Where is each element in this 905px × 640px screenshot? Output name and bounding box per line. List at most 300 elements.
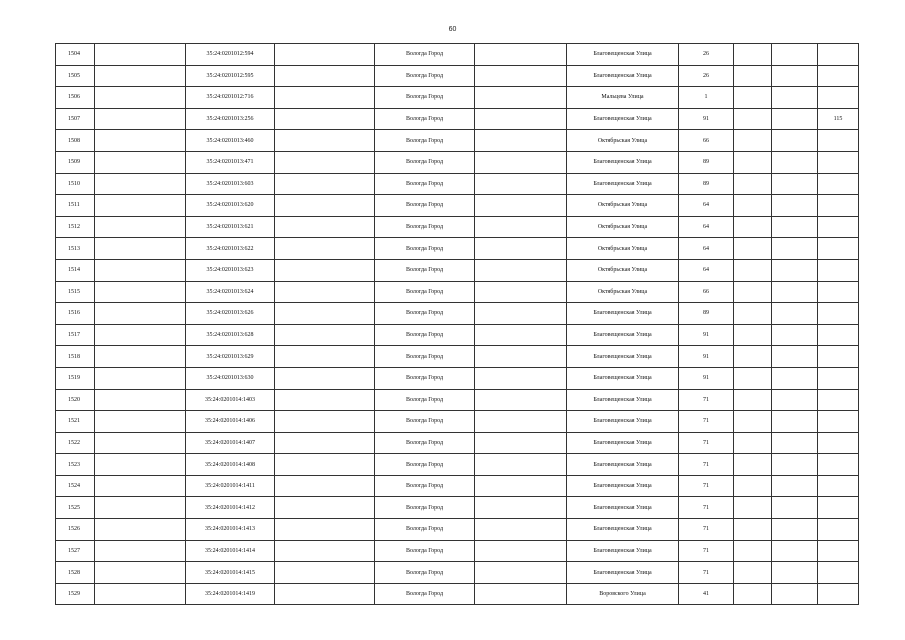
cell-house-number: 89 bbox=[679, 173, 734, 195]
cell-house-number: 71 bbox=[679, 411, 734, 433]
cell-extra-value bbox=[818, 87, 859, 109]
cell-house-number: 89 bbox=[679, 151, 734, 173]
table-row bbox=[56, 65, 859, 87]
cell-row-number: 1528 bbox=[56, 562, 95, 584]
cell-empty bbox=[95, 540, 186, 562]
cell-extra-value bbox=[818, 195, 859, 217]
cell-empty bbox=[772, 281, 818, 303]
table-row bbox=[56, 87, 859, 109]
cell-city: Вологда Город bbox=[375, 173, 475, 195]
cell-empty bbox=[95, 519, 186, 541]
cell-city: Вологда Город bbox=[375, 367, 475, 389]
table-row bbox=[56, 216, 859, 238]
table-row bbox=[56, 259, 859, 281]
table-row bbox=[56, 324, 859, 346]
cell-city: Вологда Город bbox=[375, 87, 475, 109]
cell-empty bbox=[475, 411, 567, 433]
page-number: 60 bbox=[448, 26, 457, 33]
cell-street: Октябрьская Улица bbox=[567, 238, 679, 260]
cell-street: Воровского Улица bbox=[567, 583, 679, 605]
cell-empty bbox=[95, 562, 186, 584]
cell-empty bbox=[475, 367, 567, 389]
cell-empty bbox=[734, 324, 772, 346]
cell-empty bbox=[275, 238, 375, 260]
cell-empty bbox=[275, 65, 375, 87]
cell-empty bbox=[772, 324, 818, 346]
cell-empty bbox=[95, 367, 186, 389]
cell-empty bbox=[475, 389, 567, 411]
table-row bbox=[56, 454, 859, 476]
cell-empty bbox=[772, 44, 818, 66]
cell-empty bbox=[95, 583, 186, 605]
table-row bbox=[56, 108, 859, 130]
cell-empty bbox=[275, 497, 375, 519]
cell-extra-value bbox=[818, 583, 859, 605]
cell-empty bbox=[95, 389, 186, 411]
cell-row-number: 1509 bbox=[56, 151, 95, 173]
cell-empty bbox=[95, 346, 186, 368]
cell-row-number: 1519 bbox=[56, 367, 95, 389]
cell-empty bbox=[275, 583, 375, 605]
cell-cadastral-number: 35:24:0201014:1419 bbox=[186, 583, 275, 605]
cell-extra-value bbox=[818, 259, 859, 281]
cell-empty bbox=[95, 411, 186, 433]
cell-city: Вологда Город bbox=[375, 130, 475, 152]
cell-empty bbox=[475, 432, 567, 454]
cell-city: Вологда Город bbox=[375, 195, 475, 217]
cell-street: Благовещенская Улица bbox=[567, 432, 679, 454]
table-row bbox=[56, 411, 859, 433]
cell-empty bbox=[475, 303, 567, 325]
cell-street: Октябрьская Улица bbox=[567, 130, 679, 152]
cell-empty bbox=[734, 562, 772, 584]
cell-empty bbox=[734, 151, 772, 173]
cell-cadastral-number: 35:24:0201014:1415 bbox=[186, 562, 275, 584]
cell-house-number: 41 bbox=[679, 583, 734, 605]
cell-extra-value bbox=[818, 432, 859, 454]
cell-cadastral-number: 35:24:0201014:1408 bbox=[186, 454, 275, 476]
cell-row-number: 1527 bbox=[56, 540, 95, 562]
cell-empty bbox=[772, 216, 818, 238]
cell-empty bbox=[475, 87, 567, 109]
cell-empty bbox=[275, 281, 375, 303]
cell-empty bbox=[475, 540, 567, 562]
cell-empty bbox=[772, 87, 818, 109]
cell-empty bbox=[475, 259, 567, 281]
cell-empty bbox=[95, 259, 186, 281]
cell-extra-value bbox=[818, 130, 859, 152]
cell-empty bbox=[734, 519, 772, 541]
cell-row-number: 1515 bbox=[56, 281, 95, 303]
cell-cadastral-number: 35:24:0201012:595 bbox=[186, 65, 275, 87]
cell-empty bbox=[275, 540, 375, 562]
cell-empty bbox=[734, 497, 772, 519]
cell-house-number: 64 bbox=[679, 259, 734, 281]
table-row bbox=[56, 519, 859, 541]
cell-street: Благовещенская Улица bbox=[567, 475, 679, 497]
table-row bbox=[56, 432, 859, 454]
cell-cadastral-number: 35:24:0201013:621 bbox=[186, 216, 275, 238]
cell-empty bbox=[734, 173, 772, 195]
cell-empty bbox=[734, 540, 772, 562]
cell-empty bbox=[772, 259, 818, 281]
cell-extra-value bbox=[818, 475, 859, 497]
cell-extra-value bbox=[818, 540, 859, 562]
cell-street: Благовещенская Улица bbox=[567, 497, 679, 519]
cell-house-number: 66 bbox=[679, 281, 734, 303]
cell-row-number: 1525 bbox=[56, 497, 95, 519]
cell-house-number: 91 bbox=[679, 346, 734, 368]
cell-street: Благовещенская Улица bbox=[567, 411, 679, 433]
cell-empty bbox=[475, 195, 567, 217]
cell-empty bbox=[275, 173, 375, 195]
cell-city: Вологда Город bbox=[375, 519, 475, 541]
cell-row-number: 1511 bbox=[56, 195, 95, 217]
cell-empty bbox=[734, 216, 772, 238]
cell-empty bbox=[475, 281, 567, 303]
cell-empty bbox=[95, 281, 186, 303]
cell-extra-value bbox=[818, 324, 859, 346]
cell-row-number: 1507 bbox=[56, 108, 95, 130]
cell-empty bbox=[95, 195, 186, 217]
cell-empty bbox=[275, 389, 375, 411]
cell-street: Мальцева Улица bbox=[567, 87, 679, 109]
cell-empty bbox=[275, 87, 375, 109]
cell-row-number: 1520 bbox=[56, 389, 95, 411]
cell-empty bbox=[95, 151, 186, 173]
cell-empty bbox=[475, 346, 567, 368]
cell-empty bbox=[734, 432, 772, 454]
cell-empty bbox=[772, 519, 818, 541]
cell-house-number: 91 bbox=[679, 108, 734, 130]
cell-city: Вологда Город bbox=[375, 454, 475, 476]
cell-house-number: 71 bbox=[679, 540, 734, 562]
cell-empty bbox=[772, 540, 818, 562]
cell-street: Благовещенская Улица bbox=[567, 367, 679, 389]
cell-empty bbox=[772, 130, 818, 152]
cell-city: Вологда Город bbox=[375, 411, 475, 433]
cell-street: Благовещенская Улица bbox=[567, 454, 679, 476]
cell-city: Вологда Город bbox=[375, 65, 475, 87]
cell-empty bbox=[772, 151, 818, 173]
cell-cadastral-number: 35:24:0201013:622 bbox=[186, 238, 275, 260]
cell-house-number: 66 bbox=[679, 130, 734, 152]
cell-empty bbox=[275, 562, 375, 584]
cell-empty bbox=[275, 44, 375, 66]
table-row bbox=[56, 540, 859, 562]
cell-street: Октябрьская Улица bbox=[567, 281, 679, 303]
cell-extra-value bbox=[818, 216, 859, 238]
cell-city: Вологда Город bbox=[375, 151, 475, 173]
cell-house-number: 64 bbox=[679, 238, 734, 260]
cell-extra-value bbox=[818, 497, 859, 519]
cell-empty bbox=[475, 497, 567, 519]
cell-cadastral-number: 35:24:0201014:1403 bbox=[186, 389, 275, 411]
cell-empty bbox=[95, 44, 186, 66]
cell-empty bbox=[734, 367, 772, 389]
table-row bbox=[56, 151, 859, 173]
table-row bbox=[56, 173, 859, 195]
cell-street: Благовещенская Улица bbox=[567, 44, 679, 66]
table-row bbox=[56, 389, 859, 411]
cell-extra-value bbox=[818, 44, 859, 66]
cell-empty bbox=[275, 454, 375, 476]
cell-street: Благовещенская Улица bbox=[567, 540, 679, 562]
cell-empty bbox=[95, 475, 186, 497]
cell-house-number: 91 bbox=[679, 324, 734, 346]
cell-empty bbox=[772, 303, 818, 325]
cell-city: Вологда Город bbox=[375, 562, 475, 584]
cell-empty bbox=[275, 432, 375, 454]
cell-empty bbox=[734, 303, 772, 325]
cell-cadastral-number: 35:24:0201013:630 bbox=[186, 367, 275, 389]
cell-empty bbox=[275, 324, 375, 346]
cell-cadastral-number: 35:24:0201014:1407 bbox=[186, 432, 275, 454]
cell-cadastral-number: 35:24:0201013:623 bbox=[186, 259, 275, 281]
cell-empty bbox=[772, 475, 818, 497]
cell-empty bbox=[772, 346, 818, 368]
cell-city: Вологда Город bbox=[375, 44, 475, 66]
cell-row-number: 1506 bbox=[56, 87, 95, 109]
cell-empty bbox=[275, 108, 375, 130]
cell-extra-value bbox=[818, 367, 859, 389]
cell-empty bbox=[95, 130, 186, 152]
cell-empty bbox=[475, 44, 567, 66]
cell-city: Вологда Город bbox=[375, 324, 475, 346]
cell-city: Вологда Город bbox=[375, 303, 475, 325]
cell-street: Благовещенская Улица bbox=[567, 108, 679, 130]
cell-empty bbox=[734, 259, 772, 281]
cell-house-number: 71 bbox=[679, 454, 734, 476]
cell-city: Вологда Город bbox=[375, 540, 475, 562]
cell-empty bbox=[734, 87, 772, 109]
cell-empty bbox=[475, 562, 567, 584]
cell-empty bbox=[734, 108, 772, 130]
cell-empty bbox=[772, 411, 818, 433]
cell-cadastral-number: 35:24:0201013:256 bbox=[186, 108, 275, 130]
cell-house-number: 71 bbox=[679, 475, 734, 497]
cell-cadastral-number: 35:24:0201014:1414 bbox=[186, 540, 275, 562]
table-row bbox=[56, 281, 859, 303]
cell-empty bbox=[275, 475, 375, 497]
cell-extra-value bbox=[818, 562, 859, 584]
cell-empty bbox=[475, 130, 567, 152]
cell-street: Благовещенская Улица bbox=[567, 389, 679, 411]
cell-empty bbox=[475, 65, 567, 87]
cell-extra-value: 115 bbox=[818, 108, 859, 130]
cell-cadastral-number: 35:24:0201013:471 bbox=[186, 151, 275, 173]
cell-cadastral-number: 35:24:0201013:603 bbox=[186, 173, 275, 195]
cell-empty bbox=[772, 562, 818, 584]
cell-empty bbox=[734, 411, 772, 433]
cell-city: Вологда Город bbox=[375, 281, 475, 303]
cell-empty bbox=[475, 454, 567, 476]
cell-city: Вологда Город bbox=[375, 216, 475, 238]
cell-house-number: 1 bbox=[679, 87, 734, 109]
cell-empty bbox=[95, 238, 186, 260]
cell-empty bbox=[95, 324, 186, 346]
cell-empty bbox=[275, 519, 375, 541]
cell-empty bbox=[772, 65, 818, 87]
cell-empty bbox=[95, 108, 186, 130]
cell-empty bbox=[772, 195, 818, 217]
cell-empty bbox=[95, 87, 186, 109]
cell-street: Октябрьская Улица bbox=[567, 216, 679, 238]
cell-extra-value bbox=[818, 454, 859, 476]
cell-extra-value bbox=[818, 389, 859, 411]
cell-street: Благовещенская Улица bbox=[567, 65, 679, 87]
cell-street: Октябрьская Улица bbox=[567, 195, 679, 217]
cell-empty bbox=[734, 195, 772, 217]
cell-empty bbox=[95, 65, 186, 87]
table-row bbox=[56, 562, 859, 584]
table-row bbox=[56, 130, 859, 152]
cell-city: Вологда Город bbox=[375, 583, 475, 605]
cell-cadastral-number: 35:24:0201014:1413 bbox=[186, 519, 275, 541]
cell-city: Вологда Город bbox=[375, 259, 475, 281]
cell-empty bbox=[95, 303, 186, 325]
cell-street: Благовещенская Улица bbox=[567, 324, 679, 346]
cell-house-number: 71 bbox=[679, 562, 734, 584]
table-row bbox=[56, 475, 859, 497]
cell-empty bbox=[475, 475, 567, 497]
cell-empty bbox=[95, 454, 186, 476]
cell-empty bbox=[275, 346, 375, 368]
cell-house-number: 26 bbox=[679, 65, 734, 87]
cell-row-number: 1512 bbox=[56, 216, 95, 238]
cell-empty bbox=[275, 411, 375, 433]
cell-row-number: 1505 bbox=[56, 65, 95, 87]
cell-empty bbox=[275, 367, 375, 389]
cell-house-number: 26 bbox=[679, 44, 734, 66]
cell-empty bbox=[475, 151, 567, 173]
cell-row-number: 1518 bbox=[56, 346, 95, 368]
cell-cadastral-number: 35:24:0201014:1412 bbox=[186, 497, 275, 519]
cell-city: Вологда Город bbox=[375, 475, 475, 497]
cell-house-number: 89 bbox=[679, 303, 734, 325]
table-row bbox=[56, 346, 859, 368]
cell-empty bbox=[734, 238, 772, 260]
cell-empty bbox=[734, 44, 772, 66]
cell-empty bbox=[275, 259, 375, 281]
cell-row-number: 1513 bbox=[56, 238, 95, 260]
cell-empty bbox=[475, 216, 567, 238]
cell-city: Вологда Город bbox=[375, 432, 475, 454]
cell-empty bbox=[475, 583, 567, 605]
cell-street: Благовещенская Улица bbox=[567, 303, 679, 325]
cell-street: Благовещенская Улица bbox=[567, 562, 679, 584]
cell-extra-value bbox=[818, 281, 859, 303]
cell-empty bbox=[772, 454, 818, 476]
cell-empty bbox=[734, 475, 772, 497]
cell-row-number: 1529 bbox=[56, 583, 95, 605]
cell-cadastral-number: 35:24:0201013:628 bbox=[186, 324, 275, 346]
cell-cadastral-number: 35:24:0201013:460 bbox=[186, 130, 275, 152]
cell-empty bbox=[95, 432, 186, 454]
cell-row-number: 1504 bbox=[56, 44, 95, 66]
cell-street: Благовещенская Улица bbox=[567, 346, 679, 368]
cell-row-number: 1524 bbox=[56, 475, 95, 497]
cell-empty bbox=[734, 65, 772, 87]
cell-empty bbox=[772, 367, 818, 389]
registry-body bbox=[56, 44, 859, 605]
cell-row-number: 1516 bbox=[56, 303, 95, 325]
table-row bbox=[56, 195, 859, 217]
cell-cadastral-number: 35:24:0201013:629 bbox=[186, 346, 275, 368]
cell-empty bbox=[734, 346, 772, 368]
cell-extra-value bbox=[818, 346, 859, 368]
cell-empty bbox=[475, 173, 567, 195]
table-row bbox=[56, 44, 859, 66]
cell-empty bbox=[95, 173, 186, 195]
cell-house-number: 91 bbox=[679, 367, 734, 389]
cell-row-number: 1521 bbox=[56, 411, 95, 433]
table-row bbox=[56, 303, 859, 325]
cell-cadastral-number: 35:24:0201012:716 bbox=[186, 87, 275, 109]
cell-empty bbox=[475, 324, 567, 346]
cell-row-number: 1526 bbox=[56, 519, 95, 541]
cell-extra-value bbox=[818, 411, 859, 433]
cell-empty bbox=[772, 389, 818, 411]
cell-extra-value bbox=[818, 65, 859, 87]
cell-empty bbox=[772, 583, 818, 605]
cell-empty bbox=[734, 389, 772, 411]
registry-table bbox=[55, 43, 859, 605]
cell-extra-value bbox=[818, 303, 859, 325]
cell-empty bbox=[475, 108, 567, 130]
cell-street: Октябрьская Улица bbox=[567, 259, 679, 281]
cell-empty bbox=[772, 497, 818, 519]
cell-house-number: 71 bbox=[679, 389, 734, 411]
cell-city: Вологда Город bbox=[375, 108, 475, 130]
cell-row-number: 1510 bbox=[56, 173, 95, 195]
cell-empty bbox=[734, 130, 772, 152]
cell-empty bbox=[772, 238, 818, 260]
cell-empty bbox=[95, 497, 186, 519]
cell-empty bbox=[275, 303, 375, 325]
cell-row-number: 1517 bbox=[56, 324, 95, 346]
table-row bbox=[56, 367, 859, 389]
cell-empty bbox=[772, 173, 818, 195]
cell-city: Вологда Город bbox=[375, 346, 475, 368]
cell-house-number: 71 bbox=[679, 432, 734, 454]
cell-empty bbox=[734, 454, 772, 476]
table-row bbox=[56, 238, 859, 260]
table-row bbox=[56, 583, 859, 605]
cell-row-number: 1522 bbox=[56, 432, 95, 454]
cell-empty bbox=[734, 583, 772, 605]
cell-empty bbox=[772, 108, 818, 130]
cell-empty bbox=[772, 432, 818, 454]
table-row bbox=[56, 497, 859, 519]
cell-city: Вологда Город bbox=[375, 389, 475, 411]
cell-extra-value bbox=[818, 519, 859, 541]
cell-extra-value bbox=[818, 173, 859, 195]
cell-house-number: 64 bbox=[679, 195, 734, 217]
cell-city: Вологда Город bbox=[375, 497, 475, 519]
cell-street: Благовещенская Улица bbox=[567, 519, 679, 541]
cell-cadastral-number: 35:24:0201014:1406 bbox=[186, 411, 275, 433]
cell-cadastral-number: 35:24:0201013:620 bbox=[186, 195, 275, 217]
cell-city: Вологда Город bbox=[375, 238, 475, 260]
cell-row-number: 1514 bbox=[56, 259, 95, 281]
cell-street: Благовещенская Улица bbox=[567, 173, 679, 195]
cell-house-number: 71 bbox=[679, 497, 734, 519]
cell-row-number: 1508 bbox=[56, 130, 95, 152]
cell-empty bbox=[275, 216, 375, 238]
cell-empty bbox=[95, 216, 186, 238]
cell-row-number: 1523 bbox=[56, 454, 95, 476]
